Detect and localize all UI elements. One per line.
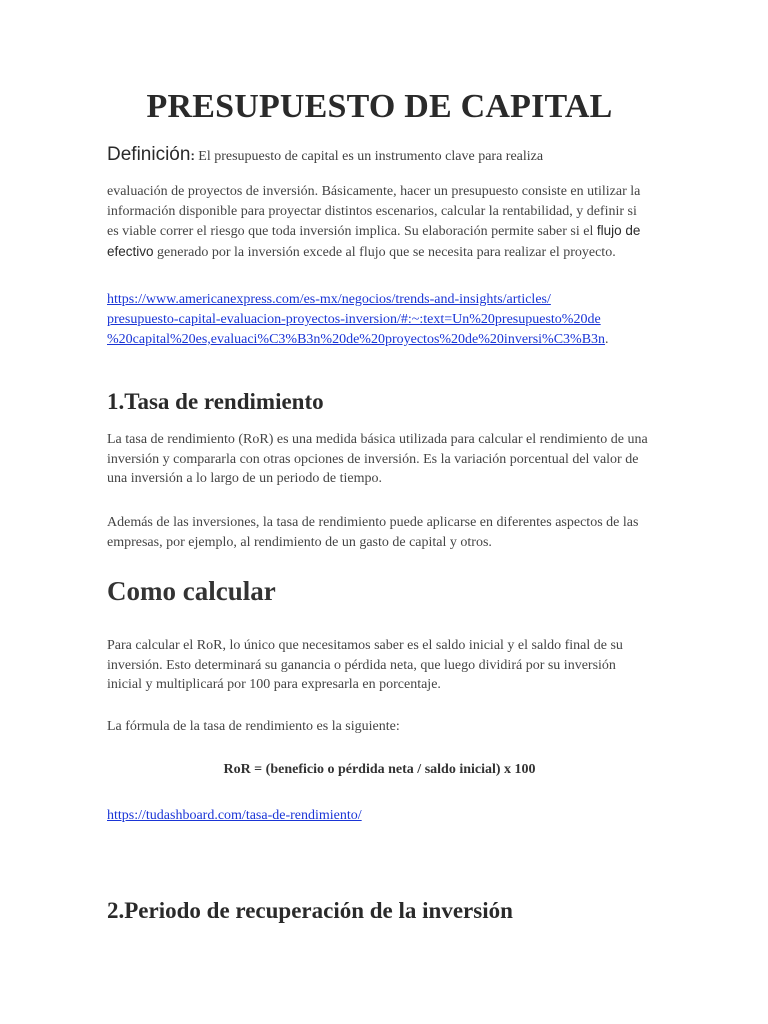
definition-text-after: generado por la inversión excede al flujo que se necesita para realizar el proyecto. <box>153 244 616 260</box>
definition-line <box>107 144 652 166</box>
definition-text-before: evaluación de proyectos de inversión. Básicamente, hacer un presupuesto consiste en utilizar la información disponible para proyectar distintos escenarios, calcular la rentabilidad, y definir si es viable correr el riesgo que toda inversión implica. Su elaboración permite saber si el <box>107 184 641 239</box>
ror-formula: RoR = (beneficio o pérdida neta / saldo inicial) x 100 <box>223 762 536 777</box>
como-calcular-heading: Como calcular <box>107 576 276 606</box>
definition-emphasis: flujo de efectivo <box>107 223 641 259</box>
americanexpress-link-line-3[interactable]: %20capital%20es,evaluaci%C3%B3n%20de%20proyectos%20de%20inversi%C3%B3n <box>107 332 606 347</box>
link-trailing-period: . <box>605 332 609 347</box>
americanexpress-link-line-1[interactable]: https://www.americanexpress.com/es-mx/negocios/trends-and-insights/articles/ <box>107 292 551 307</box>
section-2-heading: 2.Periodo de recuperación de la inversión <box>107 898 513 923</box>
definition-paragraph <box>107 182 652 262</box>
tudashboard-link[interactable] <box>107 806 652 826</box>
section-1-heading: 1.Tasa de rendimiento <box>107 389 324 414</box>
definition-colon: : <box>190 148 195 163</box>
americanexpress-link[interactable] <box>107 290 652 350</box>
section-1-paragraph-2: Además de las inversiones, la tasa de rendimiento puede aplicarse en diferentes aspectos de las empresas, por ejemplo, al rendimiento de un gasto de capital y otros. <box>107 515 639 550</box>
formula-intro: La fórmula de la tasa de rendimiento es la siguiente: <box>107 719 400 734</box>
document-title: PRESUPUESTO DE CAPITAL <box>146 88 613 125</box>
section-1-paragraph-1: La tasa de rendimiento (RoR) es una medida básica utilizada para calcular el rendimiento de una inversión y compararla con otras opciones de inversión. Es la variación porcentual del valor de una inversión a lo largo de un periodo de tiempo. <box>107 432 648 486</box>
definition-label: Definición <box>107 144 191 165</box>
americanexpress-link-line-2[interactable]: presupuesto-capital-evaluacion-proyectos-inversion/#:~:text=Un%20presupuesto%20de <box>107 312 601 327</box>
tudashboard-link-text[interactable]: https://tudashboard.com/tasa-de-rendimiento/ <box>107 808 362 823</box>
como-calcular-paragraph-1: Para calcular el RoR, lo único que necesitamos saber es el saldo inicial y el saldo final de su inversión. Esto determinará su ganancia o pérdida neta, que luego dividirá por su inversión inicial y multiplicará por 100 para expresarla en porcentaje. <box>107 638 623 692</box>
definition-lead-text: El presupuesto de capital es un instrumento clave para realiza <box>194 149 544 164</box>
